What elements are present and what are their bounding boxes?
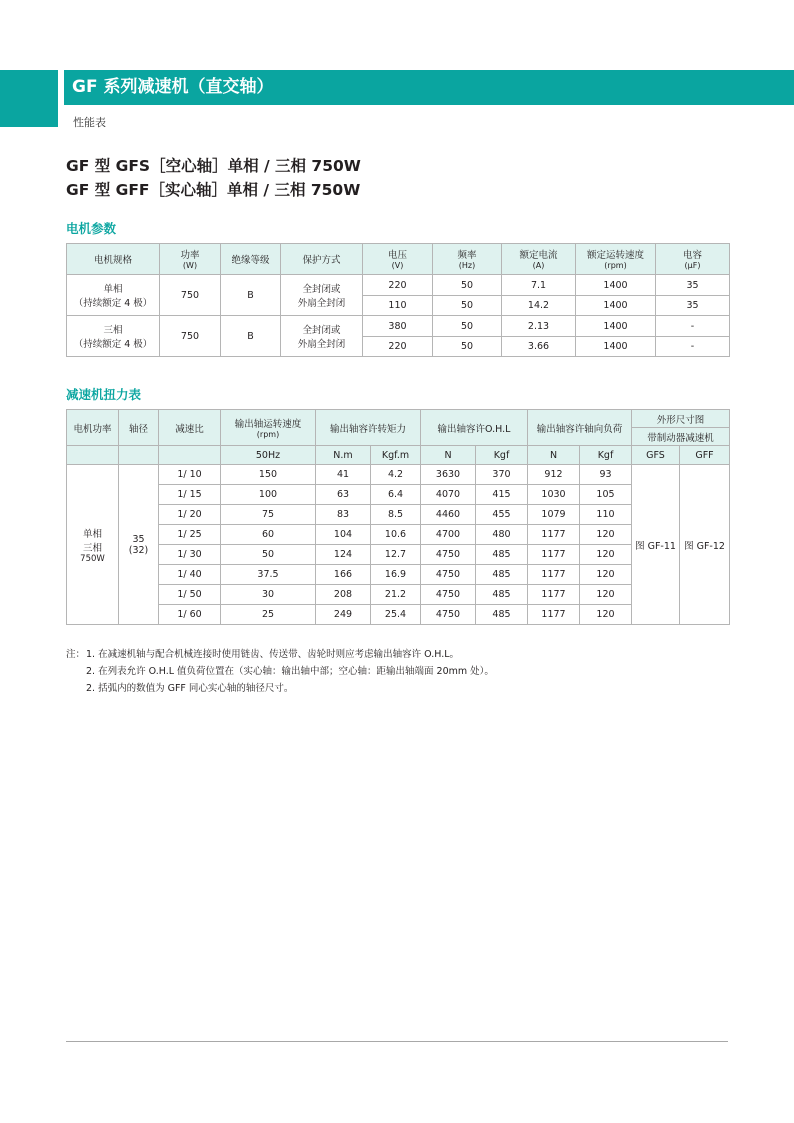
- col-gff: GFF: [680, 446, 730, 465]
- current-value: 3.66: [502, 337, 576, 357]
- torque-section-title: 减速机扭力表: [66, 387, 142, 402]
- frequency-value: 50: [433, 296, 502, 316]
- table-row: [67, 605, 730, 625]
- col-motor-power: 电机功率: [67, 410, 119, 446]
- col-output-speed: 输出轴运转速度 (rpm): [221, 410, 316, 446]
- ohl-n-value: 4750: [421, 585, 476, 605]
- page-title: GF 系列减速机（直交轴）: [72, 77, 274, 97]
- table-row: [67, 316, 730, 337]
- axial-kgf-value: 93: [580, 465, 632, 485]
- gfs-figure-ref: 图 GF-11: [632, 465, 680, 625]
- col-axial-n: N: [528, 446, 580, 465]
- motor-section-title: 电机参数: [66, 221, 117, 236]
- ratio-value: 1/ 25: [159, 525, 221, 545]
- note-item: 2. 括弧内的数值为 GFF 同心实心轴的轴径尺寸。: [86, 683, 294, 694]
- col-shaft-cont: [119, 446, 159, 465]
- page-subtitle: 性能表: [73, 116, 106, 129]
- axial-n-value: 912: [528, 465, 580, 485]
- ohl-n-value: 3630: [421, 465, 476, 485]
- table-row: [67, 525, 730, 545]
- voltage-value: 220: [363, 337, 433, 357]
- motor-params-table: [66, 243, 730, 357]
- col-frequency: 频率 (Hz): [433, 244, 502, 275]
- torque-nm-value: 41: [316, 465, 371, 485]
- ohl-kgf-value: 415: [476, 485, 528, 505]
- power-value: 750: [160, 275, 221, 316]
- motor-header-row: [67, 244, 730, 275]
- col-torque: 输出轴容许转矩力: [316, 410, 421, 446]
- torque-nm-value: 83: [316, 505, 371, 525]
- torque-kgfm-value: 21.2: [371, 585, 421, 605]
- col-motor-power-cont: [67, 446, 119, 465]
- col-gfs: GFS: [632, 446, 680, 465]
- motor-spec-single: 单相 （持续额定 4 极）: [67, 275, 160, 316]
- col-motor-spec: 电机规格: [67, 244, 160, 275]
- ratio-value: 1/ 40: [159, 565, 221, 585]
- ratio-value: 1/ 30: [159, 545, 221, 565]
- ohl-kgf-value: 370: [476, 465, 528, 485]
- col-power: 功率 (W): [160, 244, 221, 275]
- col-axial-kgf: Kgf: [580, 446, 632, 465]
- table-row: [67, 485, 730, 505]
- axial-kgf-value: 120: [580, 565, 632, 585]
- axial-n-value: 1177: [528, 585, 580, 605]
- col-insulation: 绝缘等级: [221, 244, 281, 275]
- ratio-value: 1/ 60: [159, 605, 221, 625]
- ohl-n-value: 4700: [421, 525, 476, 545]
- speed-value: 50: [221, 545, 316, 565]
- torque-header-row-3: [67, 446, 730, 465]
- note-item: 注：1. 在减速机轴与配合机械连接时使用链齿、传送带、齿轮时则应考虑输出轴容许 O.H.L。: [66, 646, 494, 663]
- shaft-value: 35 (32): [119, 465, 159, 625]
- col-capacitor: 电容 (μF): [656, 244, 730, 275]
- torque-kgfm-value: 25.4: [371, 605, 421, 625]
- axial-n-value: 1177: [528, 545, 580, 565]
- current-value: 7.1: [502, 275, 576, 296]
- col-axial: 输出轴容许轴向负荷: [528, 410, 632, 446]
- frequency-value: 50: [433, 337, 502, 357]
- power-value: 750: [160, 316, 221, 357]
- ohl-n-value: 4750: [421, 605, 476, 625]
- axial-n-value: 1177: [528, 565, 580, 585]
- ratio-value: 1/ 50: [159, 585, 221, 605]
- torque-kgfm-value: 16.9: [371, 565, 421, 585]
- speed-value: 100: [221, 485, 316, 505]
- capacitor-value: -: [656, 316, 730, 337]
- note-item: 2. 在列表允许 O.H.L 值负荷位置在（实心轴：输出轴中部；空心轴：距输出轴端面 20mm 处）。: [86, 666, 494, 677]
- torque-nm-value: 166: [316, 565, 371, 585]
- capacitor-value: 35: [656, 296, 730, 316]
- ohl-kgf-value: 480: [476, 525, 528, 545]
- col-ohl-n: N: [421, 446, 476, 465]
- axial-kgf-value: 110: [580, 505, 632, 525]
- col-protection: 保护方式: [281, 244, 363, 275]
- table-row: [67, 465, 730, 485]
- capacitor-value: -: [656, 337, 730, 357]
- torque-kgfm-value: 10.6: [371, 525, 421, 545]
- ohl-kgf-value: 455: [476, 505, 528, 525]
- speed-value: 1400: [576, 316, 656, 337]
- current-value: 2.13: [502, 316, 576, 337]
- ratio-value: 1/ 20: [159, 505, 221, 525]
- torque-table: [66, 409, 730, 625]
- motor-spec-three: 三相 （持续额定 4 极）: [67, 316, 160, 357]
- notes: [66, 646, 494, 697]
- ohl-n-value: 4750: [421, 565, 476, 585]
- speed-value: 1400: [576, 296, 656, 316]
- ohl-kgf-value: 485: [476, 565, 528, 585]
- ratio-value: 1/ 15: [159, 485, 221, 505]
- speed-value: 75: [221, 505, 316, 525]
- torque-nm-value: 249: [316, 605, 371, 625]
- voltage-value: 380: [363, 316, 433, 337]
- col-ratio: 减速比: [159, 410, 221, 446]
- col-dimension-brake: 带制动器减速机: [632, 428, 730, 446]
- frequency-value: 50: [433, 275, 502, 296]
- col-shaft: 轴径: [119, 410, 159, 446]
- ohl-kgf-value: 485: [476, 585, 528, 605]
- speed-value: 1400: [576, 337, 656, 357]
- col-speed: 额定运转速度 (rpm): [576, 244, 656, 275]
- torque-kgfm-value: 6.4: [371, 485, 421, 505]
- speed-value: 25: [221, 605, 316, 625]
- protection-value: 全封闭或 外扇全封闭: [281, 316, 363, 357]
- axial-kgf-value: 105: [580, 485, 632, 505]
- table-row: [67, 585, 730, 605]
- axial-kgf-value: 120: [580, 605, 632, 625]
- note-prefix: 注：: [66, 649, 86, 660]
- col-kgfm: Kgf.m: [371, 446, 421, 465]
- ohl-kgf-value: 485: [476, 545, 528, 565]
- ratio-value: 1/ 10: [159, 465, 221, 485]
- motor-power-value: 单相 三相 750W: [67, 465, 119, 625]
- frequency-value: 50: [433, 316, 502, 337]
- protection-value: 全封闭或 外扇全封闭: [281, 275, 363, 316]
- col-dimension: 外形尺寸图: [632, 410, 730, 428]
- col-nm: N.m: [316, 446, 371, 465]
- speed-value: 1400: [576, 275, 656, 296]
- speed-value: 30: [221, 585, 316, 605]
- axial-n-value: 1177: [528, 525, 580, 545]
- footer-divider: [66, 1041, 728, 1042]
- axial-n-value: 1177: [528, 605, 580, 625]
- capacitor-value: 35: [656, 275, 730, 296]
- torque-nm-value: 63: [316, 485, 371, 505]
- torque-kgfm-value: 4.2: [371, 465, 421, 485]
- torque-nm-value: 124: [316, 545, 371, 565]
- table-row: [67, 545, 730, 565]
- speed-value: 37.5: [221, 565, 316, 585]
- voltage-value: 220: [363, 275, 433, 296]
- model-title-gfs: GF 型 GFS［空心轴］单相 / 三相 750W: [66, 157, 361, 175]
- torque-kgfm-value: 12.7: [371, 545, 421, 565]
- speed-value: 150: [221, 465, 316, 485]
- torque-kgfm-value: 8.5: [371, 505, 421, 525]
- col-ohl-kgf: Kgf: [476, 446, 528, 465]
- axial-n-value: 1079: [528, 505, 580, 525]
- torque-nm-value: 208: [316, 585, 371, 605]
- torque-header-row-1: [67, 410, 730, 428]
- axial-kgf-value: 120: [580, 525, 632, 545]
- axial-kgf-value: 120: [580, 545, 632, 565]
- ohl-n-value: 4460: [421, 505, 476, 525]
- col-ohl: 输出轴容许O.H.L: [421, 410, 528, 446]
- ohl-kgf-value: 485: [476, 605, 528, 625]
- col-current: 额定电流 (A): [502, 244, 576, 275]
- table-row: [67, 275, 730, 296]
- col-ratio-cont: [159, 446, 221, 465]
- table-row: [67, 565, 730, 585]
- speed-value: 60: [221, 525, 316, 545]
- table-row: [67, 505, 730, 525]
- ohl-n-value: 4750: [421, 545, 476, 565]
- insulation-value: B: [221, 275, 281, 316]
- gff-figure-ref: 图 GF-12: [680, 465, 730, 625]
- col-freq: 50Hz: [221, 446, 316, 465]
- voltage-value: 110: [363, 296, 433, 316]
- model-title-gff: GF 型 GFF［实心轴］单相 / 三相 750W: [66, 181, 361, 199]
- col-voltage: 电压 (V): [363, 244, 433, 275]
- current-value: 14.2: [502, 296, 576, 316]
- axial-kgf-value: 120: [580, 585, 632, 605]
- insulation-value: B: [221, 316, 281, 357]
- header-side-block: [0, 70, 58, 127]
- ohl-n-value: 4070: [421, 485, 476, 505]
- torque-nm-value: 104: [316, 525, 371, 545]
- axial-n-value: 1030: [528, 485, 580, 505]
